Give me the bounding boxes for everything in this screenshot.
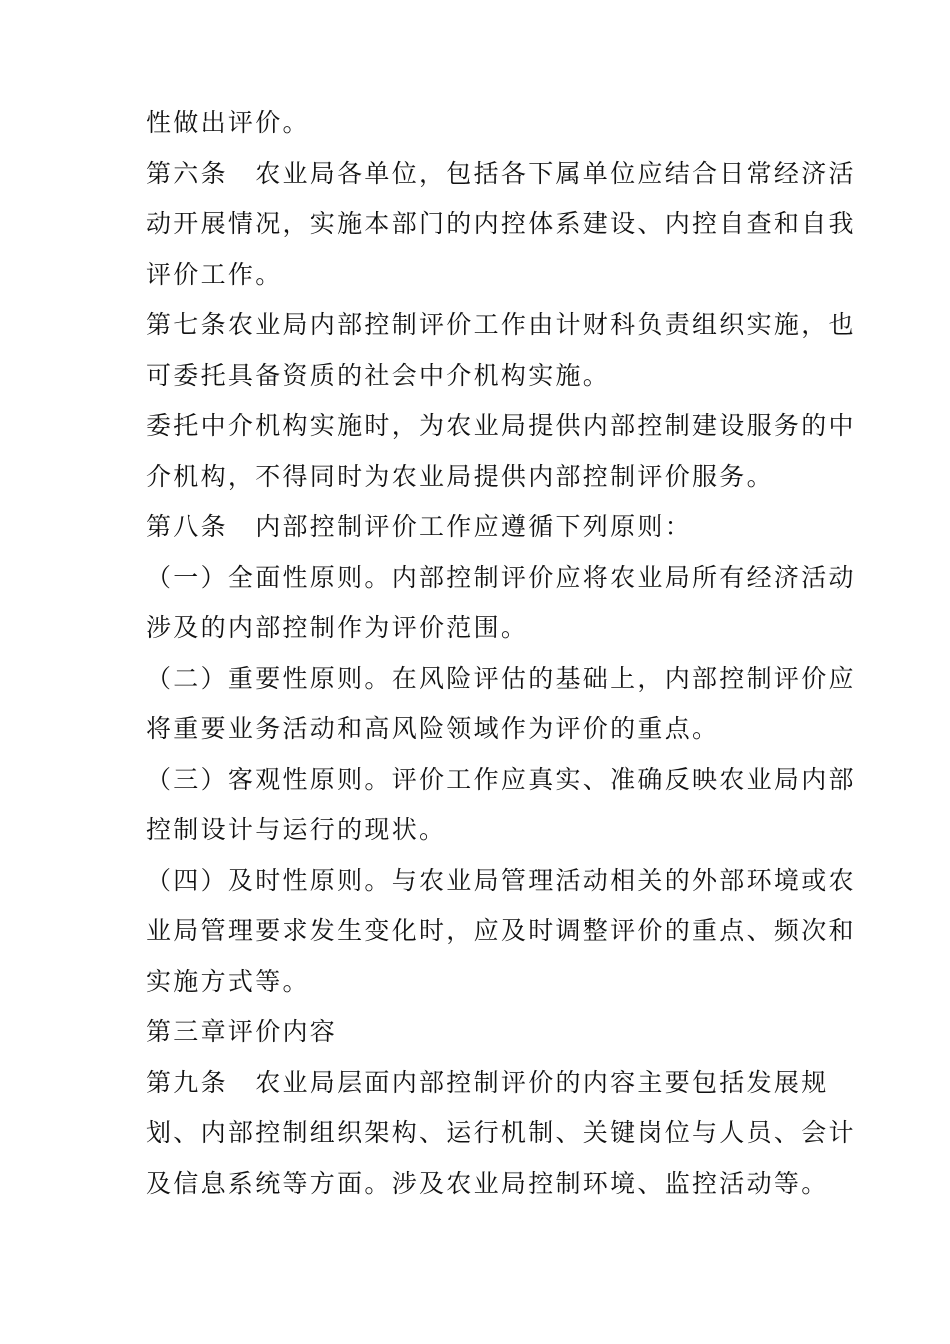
principle-4-line-1: （四）及时性原则。与农业局管理活动相关的外部环境或农 <box>146 865 856 895</box>
article-9-line-3: 及信息系统等方面。涉及农业局控制环境、监控活动等。 <box>146 1168 829 1198</box>
article-6-line-2: 动开展情况，实施本部门的内控体系建设、内控自查和自我 <box>146 209 856 238</box>
article-6-line-1: 第六条 农业局各单位，包括各下属单位应结合日常经济活 <box>146 158 856 188</box>
article-8-line-1: 第八条 内部控制评价工作应遵循下列原则： <box>146 512 693 541</box>
text-line-1: 性做出评价。 <box>146 108 310 137</box>
principle-3-line-2: 控制设计与运行的现状。 <box>146 815 447 844</box>
principle-2-line-1: （二）重要性原则。在风险评估的基础上，内部控制评价应 <box>146 663 856 693</box>
article-7-para2-line-2: 介机构，不得同时为农业局提供内部控制评价服务。 <box>146 461 774 491</box>
principle-3-line-1: （三）客观性原则。评价工作应真实、准确反映农业局内部 <box>146 764 856 794</box>
article-9-line-1: 第九条 农业局层面内部控制评价的内容主要包括发展规 <box>146 1067 829 1097</box>
article-7-para2-line-1: 委托中介机构实施时，为农业局提供内部控制建设服务的中 <box>146 411 856 440</box>
principle-4-line-3: 实施方式等。 <box>146 966 310 996</box>
article-6-line-3: 评价工作。 <box>146 259 283 289</box>
principle-1-line-2: 涉及的内部控制作为评价范围。 <box>146 613 529 642</box>
chapter-3-heading: 第三章评价内容 <box>146 1017 338 1046</box>
principle-4-line-2: 业局管理要求发生变化时，应及时调整评价的重点、频次和 <box>146 916 856 945</box>
article-9-line-2: 划、内部控制组织架构、运行机制、关键岗位与人员、会计 <box>146 1118 856 1147</box>
principle-2-line-2: 将重要业务活动和高风险领域作为评价的重点。 <box>146 714 720 743</box>
article-7-line-1: 第七条农业局内部控制评价工作由计财科负责组织实施，也 <box>146 310 856 339</box>
document-body <box>146 98 856 1209</box>
principle-1-line-1: （一）全面性原则。内部控制评价应将农业局所有经济活动 <box>146 562 856 592</box>
article-7-line-2: 可委托具备资质的社会中介机构实施。 <box>146 360 611 390</box>
